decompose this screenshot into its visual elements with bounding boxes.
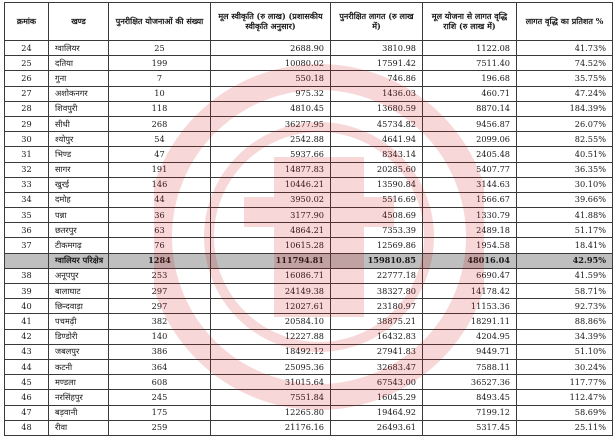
cell-sno bbox=[5, 253, 49, 268]
table-row bbox=[5, 162, 613, 177]
cell-orig: 111794.81 bbox=[211, 253, 331, 268]
cell-orig: 24149.38 bbox=[211, 284, 331, 299]
cell-increase: 18291.11 bbox=[423, 314, 517, 329]
cell-increase: 4204.95 bbox=[423, 329, 517, 344]
cell-increase: 2405.48 bbox=[423, 147, 517, 162]
cell-block: छिन्दवाड़ा bbox=[49, 299, 109, 314]
cell-revised: 13590.84 bbox=[331, 177, 423, 192]
cell-schemes: 199 bbox=[109, 56, 211, 71]
cell-revised: 5516.69 bbox=[331, 192, 423, 207]
cell-schemes: 382 bbox=[109, 314, 211, 329]
cell-block: सीधी bbox=[49, 116, 109, 131]
cell-block: टीकमगढ़ bbox=[49, 238, 109, 253]
cell-revised: 4641.94 bbox=[331, 132, 423, 147]
cell-revised: 20285.60 bbox=[331, 162, 423, 177]
cell-schemes: 10 bbox=[109, 86, 211, 101]
cell-revised: 12569.86 bbox=[331, 238, 423, 253]
cell-increase: 6690.47 bbox=[423, 268, 517, 283]
cell-sno: 34 bbox=[5, 192, 49, 207]
cell-increase: 36527.36 bbox=[423, 375, 517, 390]
cell-orig: 3950.02 bbox=[211, 192, 331, 207]
cell-revised: 26493.61 bbox=[331, 420, 423, 435]
cell-percent: 36.35% bbox=[517, 162, 613, 177]
cell-increase: 2099.06 bbox=[423, 132, 517, 147]
cell-block: अनूपपुर bbox=[49, 268, 109, 283]
cell-increase: 48016.04 bbox=[423, 253, 517, 268]
header-original-sanction: मूल स्वीकृति (रु लाख) (प्रशासकीय स्वीकृति अनुसार) bbox=[211, 3, 331, 41]
table-row bbox=[5, 405, 613, 420]
table-row bbox=[5, 420, 613, 435]
cell-sno: 32 bbox=[5, 162, 49, 177]
header-schemes: पुनरीक्षित योजनाओं की संख्या bbox=[109, 3, 211, 41]
cell-schemes: 268 bbox=[109, 116, 211, 131]
cell-sno: 41 bbox=[5, 314, 49, 329]
table-row bbox=[5, 329, 613, 344]
cell-orig: 4864.21 bbox=[211, 223, 331, 238]
cell-revised: 1436.03 bbox=[331, 86, 423, 101]
cost-table bbox=[4, 2, 613, 436]
cell-orig: 12227.88 bbox=[211, 329, 331, 344]
table-row bbox=[5, 101, 613, 116]
cell-sno: 46 bbox=[5, 390, 49, 405]
cell-percent: 51.17% bbox=[517, 223, 613, 238]
subtotal-row bbox=[5, 253, 613, 268]
cell-schemes: 118 bbox=[109, 101, 211, 116]
cell-schemes: 175 bbox=[109, 405, 211, 420]
cell-orig: 5937.66 bbox=[211, 147, 331, 162]
cell-increase: 8870.14 bbox=[423, 101, 517, 116]
table-row bbox=[5, 299, 613, 314]
cell-percent: 47.24% bbox=[517, 86, 613, 101]
cell-percent: 184.39% bbox=[517, 101, 613, 116]
cell-increase: 7511.40 bbox=[423, 56, 517, 71]
cell-orig: 36277.95 bbox=[211, 116, 331, 131]
cell-block: खुरई bbox=[49, 177, 109, 192]
cell-increase: 3144.63 bbox=[423, 177, 517, 192]
cell-sno: 31 bbox=[5, 147, 49, 162]
cell-orig: 10080.02 bbox=[211, 56, 331, 71]
cell-orig: 550.18 bbox=[211, 71, 331, 86]
cell-percent: 30.24% bbox=[517, 359, 613, 374]
cell-schemes: 76 bbox=[109, 238, 211, 253]
cell-orig: 3177.90 bbox=[211, 208, 331, 223]
table-row bbox=[5, 132, 613, 147]
cell-increase: 7588.11 bbox=[423, 359, 517, 374]
cell-schemes: 253 bbox=[109, 268, 211, 283]
cell-increase: 1954.58 bbox=[423, 238, 517, 253]
cell-orig: 2688.90 bbox=[211, 41, 331, 56]
cell-increase: 5407.77 bbox=[423, 162, 517, 177]
cell-percent: 41.59% bbox=[517, 268, 613, 283]
cell-orig: 10615.28 bbox=[211, 238, 331, 253]
cell-increase: 196.68 bbox=[423, 71, 517, 86]
cell-schemes: 54 bbox=[109, 132, 211, 147]
cell-schemes: 1284 bbox=[109, 253, 211, 268]
cell-sno: 24 bbox=[5, 41, 49, 56]
table-row bbox=[5, 116, 613, 131]
cell-sno: 28 bbox=[5, 101, 49, 116]
header-increase-percent: लागत वृद्धि का प्रतिशत % bbox=[517, 3, 613, 41]
cell-percent: 39.66% bbox=[517, 192, 613, 207]
cell-schemes: 386 bbox=[109, 344, 211, 359]
cell-sno: 45 bbox=[5, 375, 49, 390]
cell-schemes: 245 bbox=[109, 390, 211, 405]
cell-increase: 1330.79 bbox=[423, 208, 517, 223]
cell-schemes: 47 bbox=[109, 147, 211, 162]
cell-percent: 34.39% bbox=[517, 329, 613, 344]
cell-percent: 25.11% bbox=[517, 420, 613, 435]
cell-orig: 20584.10 bbox=[211, 314, 331, 329]
cell-revised: 45734.82 bbox=[331, 116, 423, 131]
table-row bbox=[5, 208, 613, 223]
cell-revised: 38327.80 bbox=[331, 284, 423, 299]
cell-percent: 30.10% bbox=[517, 177, 613, 192]
cell-increase: 14178.42 bbox=[423, 284, 517, 299]
cell-schemes: 36 bbox=[109, 208, 211, 223]
cell-sno: 29 bbox=[5, 116, 49, 131]
table-row bbox=[5, 390, 613, 405]
cell-revised: 16045.29 bbox=[331, 390, 423, 405]
cell-block: ग्वालियर bbox=[49, 41, 109, 56]
cell-sno: 37 bbox=[5, 238, 49, 253]
cell-percent: 42.95% bbox=[517, 253, 613, 268]
cell-block: बड़वानी bbox=[49, 405, 109, 420]
cell-revised: 17591.42 bbox=[331, 56, 423, 71]
cell-revised: 22777.18 bbox=[331, 268, 423, 283]
cell-percent: 58.69% bbox=[517, 405, 613, 420]
cell-orig: 31015.64 bbox=[211, 375, 331, 390]
cell-schemes: 140 bbox=[109, 329, 211, 344]
cell-orig: 7551.84 bbox=[211, 390, 331, 405]
cell-sno: 27 bbox=[5, 86, 49, 101]
cell-sno: 39 bbox=[5, 284, 49, 299]
cell-block: नरसिंहपुर bbox=[49, 390, 109, 405]
cell-increase: 11153.36 bbox=[423, 299, 517, 314]
cell-schemes: 44 bbox=[109, 192, 211, 207]
table-row bbox=[5, 223, 613, 238]
table-row bbox=[5, 177, 613, 192]
cell-increase: 9456.87 bbox=[423, 116, 517, 131]
cell-orig: 10446.21 bbox=[211, 177, 331, 192]
page bbox=[4, 2, 612, 432]
cell-block: अशोकनगर bbox=[49, 86, 109, 101]
cell-schemes: 259 bbox=[109, 420, 211, 435]
cell-percent: 18.41% bbox=[517, 238, 613, 253]
header-row bbox=[5, 3, 613, 41]
table-row bbox=[5, 238, 613, 253]
cell-block: दतिया bbox=[49, 56, 109, 71]
cell-block: जबलपुर bbox=[49, 344, 109, 359]
cell-block: गुना bbox=[49, 71, 109, 86]
header-sno: क्रमांक bbox=[5, 3, 49, 41]
cell-revised: 4508.69 bbox=[331, 208, 423, 223]
cell-orig: 2542.88 bbox=[211, 132, 331, 147]
cell-sno: 43 bbox=[5, 344, 49, 359]
cell-schemes: 7 bbox=[109, 71, 211, 86]
cell-sno: 38 bbox=[5, 268, 49, 283]
cell-revised: 38875.21 bbox=[331, 314, 423, 329]
cell-percent: 41.88% bbox=[517, 208, 613, 223]
cell-increase: 1566.67 bbox=[423, 192, 517, 207]
cell-block: शिवपुरी bbox=[49, 101, 109, 116]
table-row bbox=[5, 284, 613, 299]
cell-block: पन्ना bbox=[49, 208, 109, 223]
cell-block: रीवा bbox=[49, 420, 109, 435]
table-row bbox=[5, 344, 613, 359]
cell-orig: 25095.36 bbox=[211, 359, 331, 374]
cell-increase: 9449.71 bbox=[423, 344, 517, 359]
cell-percent: 35.75% bbox=[517, 71, 613, 86]
cell-orig: 975.32 bbox=[211, 86, 331, 101]
cell-revised: 23180.97 bbox=[331, 299, 423, 314]
cell-revised: 13680.59 bbox=[331, 101, 423, 116]
cell-block: मण्डला bbox=[49, 375, 109, 390]
cell-increase: 460.71 bbox=[423, 86, 517, 101]
cell-sno: 36 bbox=[5, 223, 49, 238]
cell-revised: 19464.92 bbox=[331, 405, 423, 420]
cell-orig: 14877.83 bbox=[211, 162, 331, 177]
cell-revised: 8343.14 bbox=[331, 147, 423, 162]
cell-revised: 7353.39 bbox=[331, 223, 423, 238]
table-row bbox=[5, 375, 613, 390]
cell-block: बालाघाट bbox=[49, 284, 109, 299]
cell-revised: 32683.47 bbox=[331, 359, 423, 374]
cell-percent: 58.71% bbox=[517, 284, 613, 299]
header-revised-cost: पुनरीक्षित लागत (रु लाख में) bbox=[331, 3, 423, 41]
cell-orig: 21176.16 bbox=[211, 420, 331, 435]
cell-percent: 26.07% bbox=[517, 116, 613, 131]
cell-orig: 16086.71 bbox=[211, 268, 331, 283]
cell-sno: 35 bbox=[5, 208, 49, 223]
cell-block: डिण्डोरी bbox=[49, 329, 109, 344]
cell-block: पचमढ़ी bbox=[49, 314, 109, 329]
cell-block: ग्वालियर परिक्षेत्र bbox=[49, 253, 109, 268]
table-row bbox=[5, 71, 613, 86]
cell-percent: 74.52% bbox=[517, 56, 613, 71]
cell-percent: 40.51% bbox=[517, 147, 613, 162]
cell-sno: 48 bbox=[5, 420, 49, 435]
table-row bbox=[5, 268, 613, 283]
cell-schemes: 608 bbox=[109, 375, 211, 390]
table-row bbox=[5, 359, 613, 374]
header-block: खण्ड bbox=[49, 3, 109, 41]
cell-orig: 12027.61 bbox=[211, 299, 331, 314]
cell-sno: 26 bbox=[5, 71, 49, 86]
cell-block: श्योपुर bbox=[49, 132, 109, 147]
cell-sno: 30 bbox=[5, 132, 49, 147]
table-body bbox=[5, 41, 613, 436]
cell-increase: 8493.45 bbox=[423, 390, 517, 405]
cell-percent: 51.10% bbox=[517, 344, 613, 359]
cell-percent: 82.55% bbox=[517, 132, 613, 147]
cell-revised: 746.86 bbox=[331, 71, 423, 86]
cell-revised: 27941.83 bbox=[331, 344, 423, 359]
cell-sno: 42 bbox=[5, 329, 49, 344]
cell-orig: 18492.12 bbox=[211, 344, 331, 359]
cell-orig: 12265.80 bbox=[211, 405, 331, 420]
cell-sno: 25 bbox=[5, 56, 49, 71]
table-row bbox=[5, 314, 613, 329]
table-row bbox=[5, 86, 613, 101]
table-row bbox=[5, 192, 613, 207]
cell-schemes: 146 bbox=[109, 177, 211, 192]
cell-schemes: 191 bbox=[109, 162, 211, 177]
cell-revised: 16432.83 bbox=[331, 329, 423, 344]
cell-block: भिण्ड bbox=[49, 147, 109, 162]
header-cost-increase: मूल योजना से लागत वृद्धि राशि (रु लाख में) bbox=[423, 3, 517, 41]
cell-sno: 44 bbox=[5, 359, 49, 374]
cell-revised: 159810.85 bbox=[331, 253, 423, 268]
table-row bbox=[5, 147, 613, 162]
cell-percent: 117.77% bbox=[517, 375, 613, 390]
cell-sno: 33 bbox=[5, 177, 49, 192]
cell-orig: 4810.45 bbox=[211, 101, 331, 116]
cell-block: सागर bbox=[49, 162, 109, 177]
cell-schemes: 297 bbox=[109, 284, 211, 299]
table-row bbox=[5, 56, 613, 71]
cell-schemes: 25 bbox=[109, 41, 211, 56]
cell-percent: 88.86% bbox=[517, 314, 613, 329]
cell-revised: 3810.98 bbox=[331, 41, 423, 56]
cell-percent: 41.73% bbox=[517, 41, 613, 56]
cell-percent: 92.73% bbox=[517, 299, 613, 314]
cell-increase: 1122.08 bbox=[423, 41, 517, 56]
cell-revised: 67543.00 bbox=[331, 375, 423, 390]
cell-increase: 2489.18 bbox=[423, 223, 517, 238]
cell-percent: 112.47% bbox=[517, 390, 613, 405]
table-row bbox=[5, 41, 613, 56]
cell-block: छतरपुर bbox=[49, 223, 109, 238]
cell-increase: 5317.45 bbox=[423, 420, 517, 435]
cell-increase: 7199.12 bbox=[423, 405, 517, 420]
cell-block: दमोह bbox=[49, 192, 109, 207]
cell-sno: 47 bbox=[5, 405, 49, 420]
cell-schemes: 63 bbox=[109, 223, 211, 238]
cell-block: कटनी bbox=[49, 359, 109, 374]
cell-sno: 40 bbox=[5, 299, 49, 314]
cell-schemes: 364 bbox=[109, 359, 211, 374]
cell-schemes: 297 bbox=[109, 299, 211, 314]
